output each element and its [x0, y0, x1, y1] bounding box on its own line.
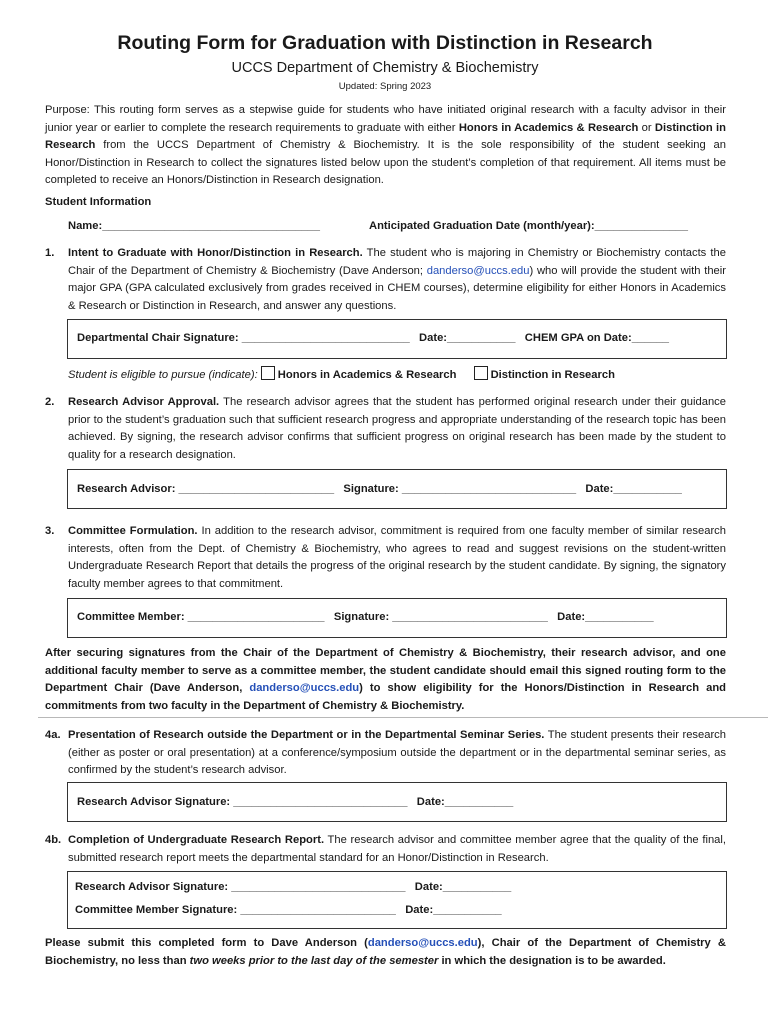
step-4b-paragraph [68, 832, 726, 867]
purpose-distinction-option: Distinction in Research [45, 121, 726, 151]
step-4a-number: 4a. [45, 729, 61, 741]
graduation-date-field[interactable]: Anticipated Graduation Date (month/year):_______________ [369, 220, 688, 232]
chair-signature-box [67, 319, 727, 359]
step-1-text: The student who is majoring in Chemistry or Biochemistry contacts the Chair of the Department of Chemistry & Biochemistry (Dave Anderson; [68, 247, 726, 277]
step-3-text: In addition to the research advisor, commitment is required from one faculty member of similar research interests, often from the Dept. of Chemistry & Biochemistry, who agrees to read and suggest revisions on the student-written Undergraduate Research Report that details the progress of the original research by the student candidate. By signing, the signatory faculty member agrees to that commitment. [68, 525, 726, 590]
distinction-option-label: Distinction in Research [490, 369, 615, 381]
step-2-number: 2. [45, 396, 55, 408]
report-signature-box [67, 871, 727, 929]
presentation-signature-box [67, 782, 727, 822]
student-info-heading: Student Information [45, 196, 152, 208]
step-3-number: 3. [45, 525, 55, 537]
advisor-approval-field[interactable]: Research Advisor: _________________________ Signature: ____________________________ Date:___________ [77, 483, 682, 495]
submission-deadline: two weeks prior to the last day of the semester [189, 954, 439, 967]
chair-signature-field[interactable]: Departmental Chair Signature: ___________________________ Date:___________ CHEM GPA on Date:______ [77, 332, 670, 344]
advisor-approval-box [67, 469, 727, 509]
step-1-number: 1. [45, 247, 55, 259]
step-4a-heading: Presentation of Research outside the Department or in the Departmental Seminar Series. [68, 729, 545, 741]
purpose-text: Purpose: This routing form serves as a stepwise guide for students who have initiated original research with a faculty advisor in their junior year or earlier to complete the research requirements to graduate with either [45, 104, 726, 134]
step-1-paragraph [68, 245, 726, 315]
honors-option-label: Honors in Academics & Research [277, 369, 457, 381]
student-name-field[interactable]: Name:___________________________________ [68, 220, 320, 232]
eligibility-label: Student is eligible to pursue (indicate): [68, 369, 258, 381]
distinction-option[interactable] [474, 369, 615, 381]
page-title: Routing Form for Graduation with Distinction in Research [117, 32, 653, 54]
submission-note [45, 935, 726, 970]
step-4b-text: The research advisor and committee member agree that the quality of the final, submitted research report meets the departmental standard for an Honor/Distinction in Research. [68, 834, 726, 864]
step-3-heading: Committee Formulation. [68, 525, 198, 537]
step-4a-text: The student presents their research (either as poster or oral presentation) at a conference/symposium outside the department or in the departmental seminar series, as confirmed by the student’s research advisor. [68, 729, 727, 776]
after-note-text: After securing signatures from the Chair of the Department of Chemistry & Biochemistry, their research advisor, and one additional faculty member to serve as a committee member, the student candidate should email this signed routing form to the Department Chair (Dave Anderson, [45, 647, 726, 694]
eligibility-row [68, 366, 728, 385]
honors-checkbox[interactable] [261, 366, 275, 380]
step-2-heading: Research Advisor Approval. [68, 396, 220, 408]
section-divider [38, 717, 768, 718]
submission-note-text-end: in which the designation is to be awarded. [438, 954, 666, 967]
chair-email-link[interactable]: danderso@uccs.edu [426, 264, 530, 277]
report-committee-signature-field[interactable]: Committee Member Signature: _________________________ Date:___________ [75, 904, 502, 916]
submission-note-text-mid: ), Chair of the Department of Chemistry & Biochemistry, no less than [45, 937, 726, 967]
updated-date: Updated: Spring 2023 [338, 81, 432, 92]
purpose-text-end: from the UCCS Department of Chemistry & Biochemistry. It is the sole responsibility of the student seeking an Honor/Distinction in Research to collect the signatures listed below upon the student’s completion of that requirement. All items must be completed to receive an Honors/Distinction in Research designation. [45, 139, 726, 186]
report-advisor-signature-field[interactable]: Research Advisor Signature: ____________________________ Date:___________ [75, 881, 512, 893]
after-note-email-link[interactable]: danderso@uccs.edu [249, 682, 360, 694]
committee-member-field[interactable]: Committee Member: ______________________ Signature: _________________________ Date:___________ [77, 611, 654, 623]
step-4a-paragraph [68, 727, 726, 780]
after-note-text-end: ) to show eligibility for the Honors/Distinction in Research and commitments from two faculty in the Department of Chemistry & Biochemistry. [45, 682, 726, 712]
step-3-paragraph [68, 523, 726, 593]
purpose-honors-option: Honors in Academics & Research [458, 121, 639, 134]
purpose-paragraph [45, 102, 726, 190]
purpose-text-or: or [638, 121, 655, 134]
honors-option[interactable] [261, 369, 457, 381]
step-1-heading: Intent to Graduate with Honor/Distinction in Research. [68, 247, 363, 259]
step-2-text: The research advisor agrees that the student has performed original research under their guidance prior to the student’s graduation such that sufficient research progress and appropriate understanding of the research topic has been achieved. By signing, the research advisor confirms that sufficient progress on original research has been made by the student to quality for a research designation. [68, 396, 726, 461]
committee-member-box [67, 598, 727, 638]
presentation-advisor-signature-field[interactable]: Research Advisor Signature: ____________________________ Date:___________ [77, 796, 514, 808]
submission-email-link[interactable]: danderso@uccs.edu [367, 937, 478, 949]
step-1-text-end: ) who will provide the student with their major GPA (GPA calculated exclusively from grades received in CHEM courses), determine eligibility for either Honors in Academics & Research or Distinction in Research, and answer any questions. [68, 264, 726, 312]
submission-note-text: Please submit this completed form to Dave Anderson ( [45, 937, 368, 949]
step-4b-heading: Completion of Undergraduate Research Report. [68, 834, 325, 846]
department-name: UCCS Department of Chemistry & Biochemistry [231, 60, 539, 76]
after-signatures-note [45, 645, 726, 715]
step-4b-number: 4b. [45, 834, 62, 846]
distinction-checkbox[interactable] [474, 366, 488, 380]
step-2-paragraph [68, 394, 726, 464]
